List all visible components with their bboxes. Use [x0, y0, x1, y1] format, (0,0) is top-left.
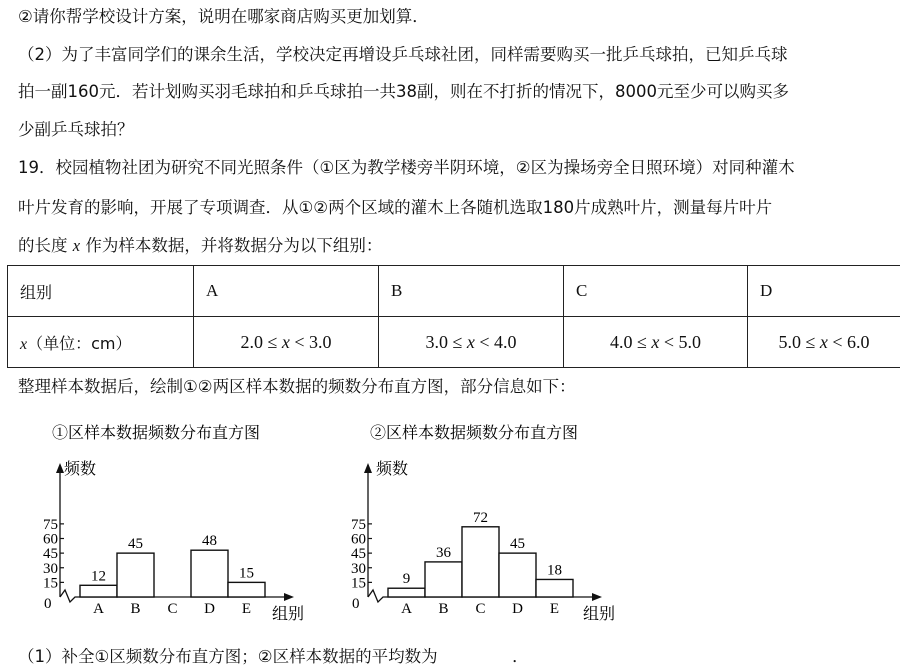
variable-x: x [20, 336, 27, 353]
bar [117, 553, 154, 597]
bar-value-label: 9 [403, 571, 411, 587]
bar [536, 579, 573, 597]
range-lower: 5.0 ≤ [778, 332, 819, 352]
bar-value-label: 48 [202, 533, 217, 549]
x-tick-label: D [204, 601, 215, 617]
table-cell: D [748, 266, 900, 317]
y-tick-label: 15 [43, 575, 58, 591]
y-tick-label: 60 [43, 532, 58, 548]
range-lower: 3.0 ≤ [425, 332, 466, 352]
bar-value-label: 45 [510, 536, 525, 552]
table-cell: B [379, 266, 564, 317]
range-upper: < 4.0 [475, 332, 517, 352]
y-tick-label: 30 [351, 561, 366, 577]
range-lower: 4.0 ≤ [610, 332, 651, 352]
range-upper: < 3.0 [290, 332, 332, 352]
bar [425, 562, 462, 597]
text-line-7-start: 的长度 [18, 236, 68, 255]
bar [228, 582, 265, 597]
y-axis-arrow [364, 463, 372, 473]
bar-value-label: 45 [128, 536, 143, 552]
variable-x: x [467, 332, 475, 352]
x-tick-label: E [550, 601, 559, 617]
x-tick-label: C [475, 601, 485, 617]
x-tick-label: D [512, 601, 523, 617]
range-upper: < 6.0 [828, 332, 870, 352]
variable-x: x [820, 332, 828, 352]
range-lower: 2.0 ≤ [240, 332, 281, 352]
y-axis-label: 频数 [376, 460, 408, 478]
y-tick-label: 75 [43, 517, 58, 533]
y-tick-label: 45 [43, 546, 58, 562]
bar-value-label: 36 [436, 545, 452, 561]
bar [80, 585, 117, 597]
x-tick-label: E [242, 601, 251, 617]
table-cell: C [564, 266, 748, 317]
text-line-5: 19．校园植物社团为研究不同光照条件（①区为教学楼旁半阴环境，②区为操场旁全日照环境）对同种灌木 [18, 157, 795, 179]
text-line-9-start: （1）补全①区频数分布直方图；②区样本数据的平均数为 [18, 647, 438, 666]
bar-value-label: 12 [91, 568, 106, 584]
variable-x: x [651, 332, 659, 352]
unit-label: （单位：cm） [27, 334, 131, 353]
y-tick-label: 45 [351, 546, 366, 562]
bar [462, 527, 499, 597]
variable-x: x [73, 236, 80, 255]
x-axis-label: 组别 [272, 605, 304, 623]
text-line-3: 拍一副160元．若计划购买羽毛球拍和乒乓球拍一共38副，则在不打折的情况下，8000元至少可以购买多 [18, 81, 789, 103]
x-tick-label: A [93, 601, 104, 617]
bar [191, 550, 228, 597]
text-line-8: 整理样本数据后，绘制①②两区样本数据的频数分布直方图，部分信息如下： [18, 376, 576, 398]
y-tick-label: 75 [351, 517, 366, 533]
chart-title: ①区样本数据频数分布直方图 [52, 424, 260, 442]
y-tick-label: 60 [351, 532, 366, 548]
table-cell: A [194, 266, 379, 317]
y-tick-label: 15 [351, 575, 366, 591]
x-tick-label: B [438, 601, 448, 617]
y-axis-label: 频数 [64, 460, 96, 478]
table-cell: 组别 [8, 266, 194, 317]
x-tick-label: C [167, 601, 177, 617]
text-line-4: 少副乒乓球拍？ [18, 119, 134, 141]
y-tick-label: 30 [43, 561, 58, 577]
chart-title: ②区样本数据频数分布直方图 [370, 424, 578, 442]
y-axis-arrow [56, 463, 64, 473]
bar-value-label: 18 [547, 562, 562, 578]
text-line-2: （2）为了丰富同学们的课余生活，学校决定再增设乒乓球社团，同样需要购买一批乒乓球拍，已知乒乓球 [18, 44, 788, 66]
bar-value-label: 72 [473, 510, 488, 526]
bar [499, 553, 536, 597]
y-tick-label: 0 [352, 596, 360, 612]
text-line-1: ②请你帮学校设计方案，说明在哪家商店购买更加划算． [18, 6, 429, 28]
text-line-9-end: ． [512, 647, 529, 666]
bar-value-label: 15 [239, 565, 254, 581]
x-axis-label: 组别 [583, 605, 615, 623]
x-tick-label: B [130, 601, 140, 617]
y-tick-label: 0 [44, 596, 52, 612]
variable-x: x [282, 332, 290, 352]
x-axis-arrow [592, 593, 602, 601]
bar [388, 588, 425, 597]
range-upper: < 5.0 [659, 332, 701, 352]
text-line-9 [18, 646, 529, 668]
text-line-7-end: 作为样本数据，并将数据分为以下组别： [85, 236, 382, 255]
text-line-6: 叶片发育的影响，开展了专项调查．从①②两个区域的灌木上各随机选取180片成熟叶片，测量每片叶片 [18, 197, 772, 219]
x-tick-label: A [401, 601, 412, 617]
x-axis-arrow [284, 593, 294, 601]
